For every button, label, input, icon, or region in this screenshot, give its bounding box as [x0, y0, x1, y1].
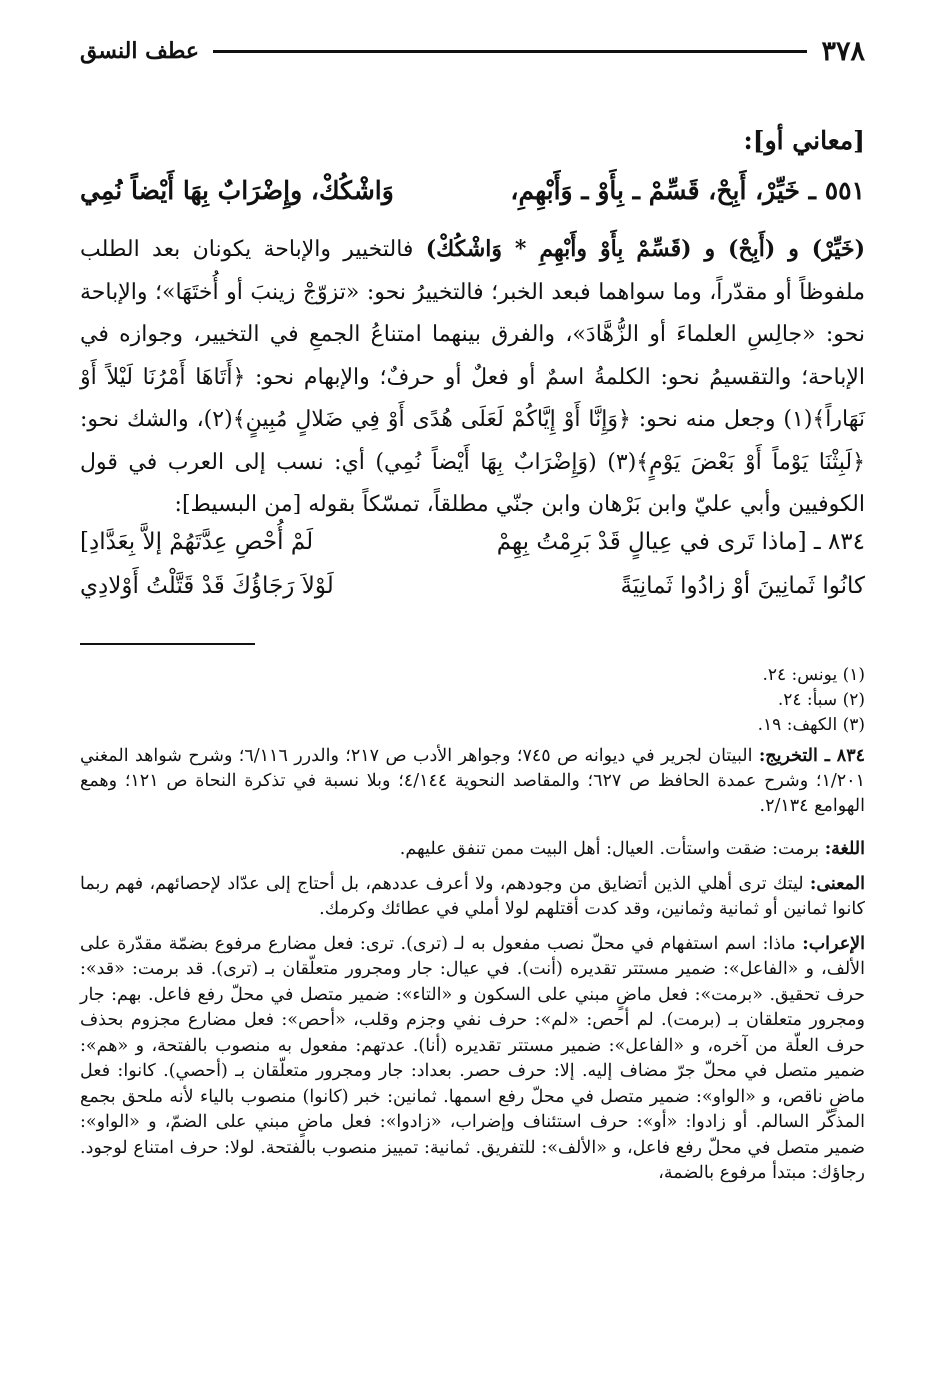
chapter-title: عطف النسق	[80, 38, 200, 64]
commentary-paragraph	[80, 228, 865, 527]
takhrij-label: ٨٣٤ ـ التخريج:	[758, 745, 865, 766]
lugha-note	[80, 837, 865, 862]
commentary-text: فالتخيير والإباحة يكونان بعد الطلب ملفوظاً أو مقدّراً، وما سواهما فبعد الخبر؛ فالتخييرُ نحو: «تزوّجْ زينبَ أو أُختَهَا»؛ والإباحة نحو: «جالِسِ العلماءَ أو الزُّهَّادَ»، والفرق بينهما امتناعُ الجمعِ في التخيير، وجوازه في الإباحة؛ والتقسيمُ نحو: الكلمةُ اسمٌ أو فعلٌ أو حرفٌ؛ والإبهام نحو: ﴿أَتَاهَا أَمْرُنَا لَيْلاً أَوْ نَهَاراً﴾(١) وجعل منه نحو: ﴿وَإِنَّا أَوْ إِيَّاكُمْ لَعَلَى هُدًى أَوْ فِي ضَلالٍ مُبِينٍ﴾(٢)، والشك نحو: ﴿لَبِثْنَا يَوْماً أَوْ بَعْضَ يَوْمٍ﴾(٣) (وَإِضْرَابٌ بِهَا أَيْضاً نُمِي) أي: نسب إلى العرب في قول الكوفيين وأبي عليّ وابن بَرْهان وابن جنّي مطلقاً، تمسّكاً بقوله [من البسيط]:	[80, 237, 866, 517]
poem-hemistich: لَمْ أُحْصِ عِدَّتَهُمْ إلاَّ بِعَدَّادِ]	[80, 528, 314, 555]
footnote: (٣) الكهف: ١٩.	[757, 714, 865, 735]
poem-line	[80, 573, 865, 617]
verse-quote: (خَيِّرْ) و (أَبِحْ) و (قَسِّمْ بِأَوْ وأَبْهِمِ * وَاشْكُكْ)	[425, 236, 865, 262]
verse-second-hemistich: وَاشْكُكْ، وإِضْرَابٌ بِهَا أَيْضاً نُمِي	[80, 176, 394, 205]
takhrij-note	[80, 744, 865, 819]
section-heading: [معاني أو]:	[743, 126, 865, 155]
commentary-body	[80, 228, 865, 527]
poem-line	[80, 529, 865, 573]
verse-first-hemistich: ٥٥١ ـ خَيِّرْ، أَبِحْ، قَسِّمْ ـ بِأَوْ ـ وَأَبْهِمِ،	[510, 176, 865, 205]
poem-hemistich: ٨٣٤ ـ [ماذا تَرى في عِيالٍ قَدْ بَرِمْتُ بِهِمْ	[496, 528, 865, 555]
footnotes-section	[80, 663, 865, 1187]
mana-note	[80, 872, 865, 922]
page-header	[80, 34, 865, 68]
lugha-label: اللغة:	[824, 838, 865, 859]
footnote-separator	[80, 643, 255, 645]
poem-hemistich: كانُوا ثَمانِينَ أوْ زادُوا ثَمانِيَةً	[620, 572, 865, 599]
page-number: ٣٧٨	[821, 35, 865, 67]
alfiyya-verse	[80, 176, 865, 226]
footnote: (٢) سبأ: ٢٤.	[777, 689, 865, 710]
poem-hemistich: لَوْلاَ رَجَاؤُكَ قَدْ قَتَّلْتُ أَوْلادِي	[80, 572, 334, 599]
takhrij-text: البيتان لجرير في ديوانه ص ٧٤٥؛ وجواهر الأدب ص ٢١٧؛ والدرر ٦/١١٦؛ وشرح شواهد المغني ١/٢٠١؛ وشرح عمدة الحافظ ص ٦٢٧؛ والمقاصد النحوية ٤/١٤٤؛ وبلا نسبة في تذكرة النحاة ص ١٢١؛ وهمع الهوامع ٢/١٣٤.	[80, 745, 865, 816]
mana-text: ليتك ترى أهلي الذين أتضايق من وجودهم، ولا أعرف عددهم، بل أحتاج إلى عدّاد لإحصائهم، فهم ربما كانوا ثمانين أو ثمانية وثمانين، وقد كدت أقتلهم لولا أملي في عطائك وكرمك.	[80, 873, 865, 919]
irab-text: ماذا: اسم استفهام في محلّ نصب مفعول به لـ (ترى). ترى: فعل مضارع مرفوع بضمّة مقدّرة على الألف، و «الفاعل»: ضمير مستتر تقديره (أنت). في عيال: جار ومجرور متعلّقان بـ (ترى). قد برمت: «قد»: حرف تحقيق. «برمت»: فعل ماضٍ مبني على السكون و «التاء»: ضمير متصل في محلّ رفع فاعل. بهم: جار ومجرور متعلقان بـ (برمت). لم أحص: «لم»: حرف نفي وجزم وقلب، «أحص»: فعل مضارع مجزوم بحذف حرف العلّة من آخره، و «الفاعل»: ضمير مستتر تقديره (أنا). عدتهم: مفعول به منصوب بالفتحة، و «هم»: ضمير متصل في محلّ جرّ مضاف إليه. إلا: حرف حصر. بعداد: جار ومجرور متعلّقان بـ (أحصي). كانوا: فعل ماضٍ ناقص، و «الواو»: ضمير متصل في محلّ رفع اسمها. ثمانين: خبر (كانوا) منصوب بالياء لأنه ملحق بجمع المذكّر السالم. أو زادوا: «أو»: حرف استئناف وإضراب، «زادوا»: فعل ماضٍ مبني على الضمّ، و «الواو»: ضمير متصل في محلّ رفع فاعل، و «الألف»: للتفريق. ثمانية: تمييز منصوب بالفتحة. لولا: حرف امتناع لوجود. رجاؤك: مبتدأ مرفوع بالضمة،	[80, 933, 865, 1183]
header-rule	[213, 50, 807, 53]
irab-note	[80, 932, 865, 1187]
mana-label: المعنى:	[809, 873, 865, 894]
lugha-text: برمت: ضقت واستأت. العيال: أهل البيت ممن تنفق عليهم.	[399, 838, 820, 859]
footnote: (١) يونس: ٢٤.	[762, 664, 865, 685]
irab-label: الإعراب:	[802, 933, 865, 954]
poem-shahid	[80, 529, 865, 617]
